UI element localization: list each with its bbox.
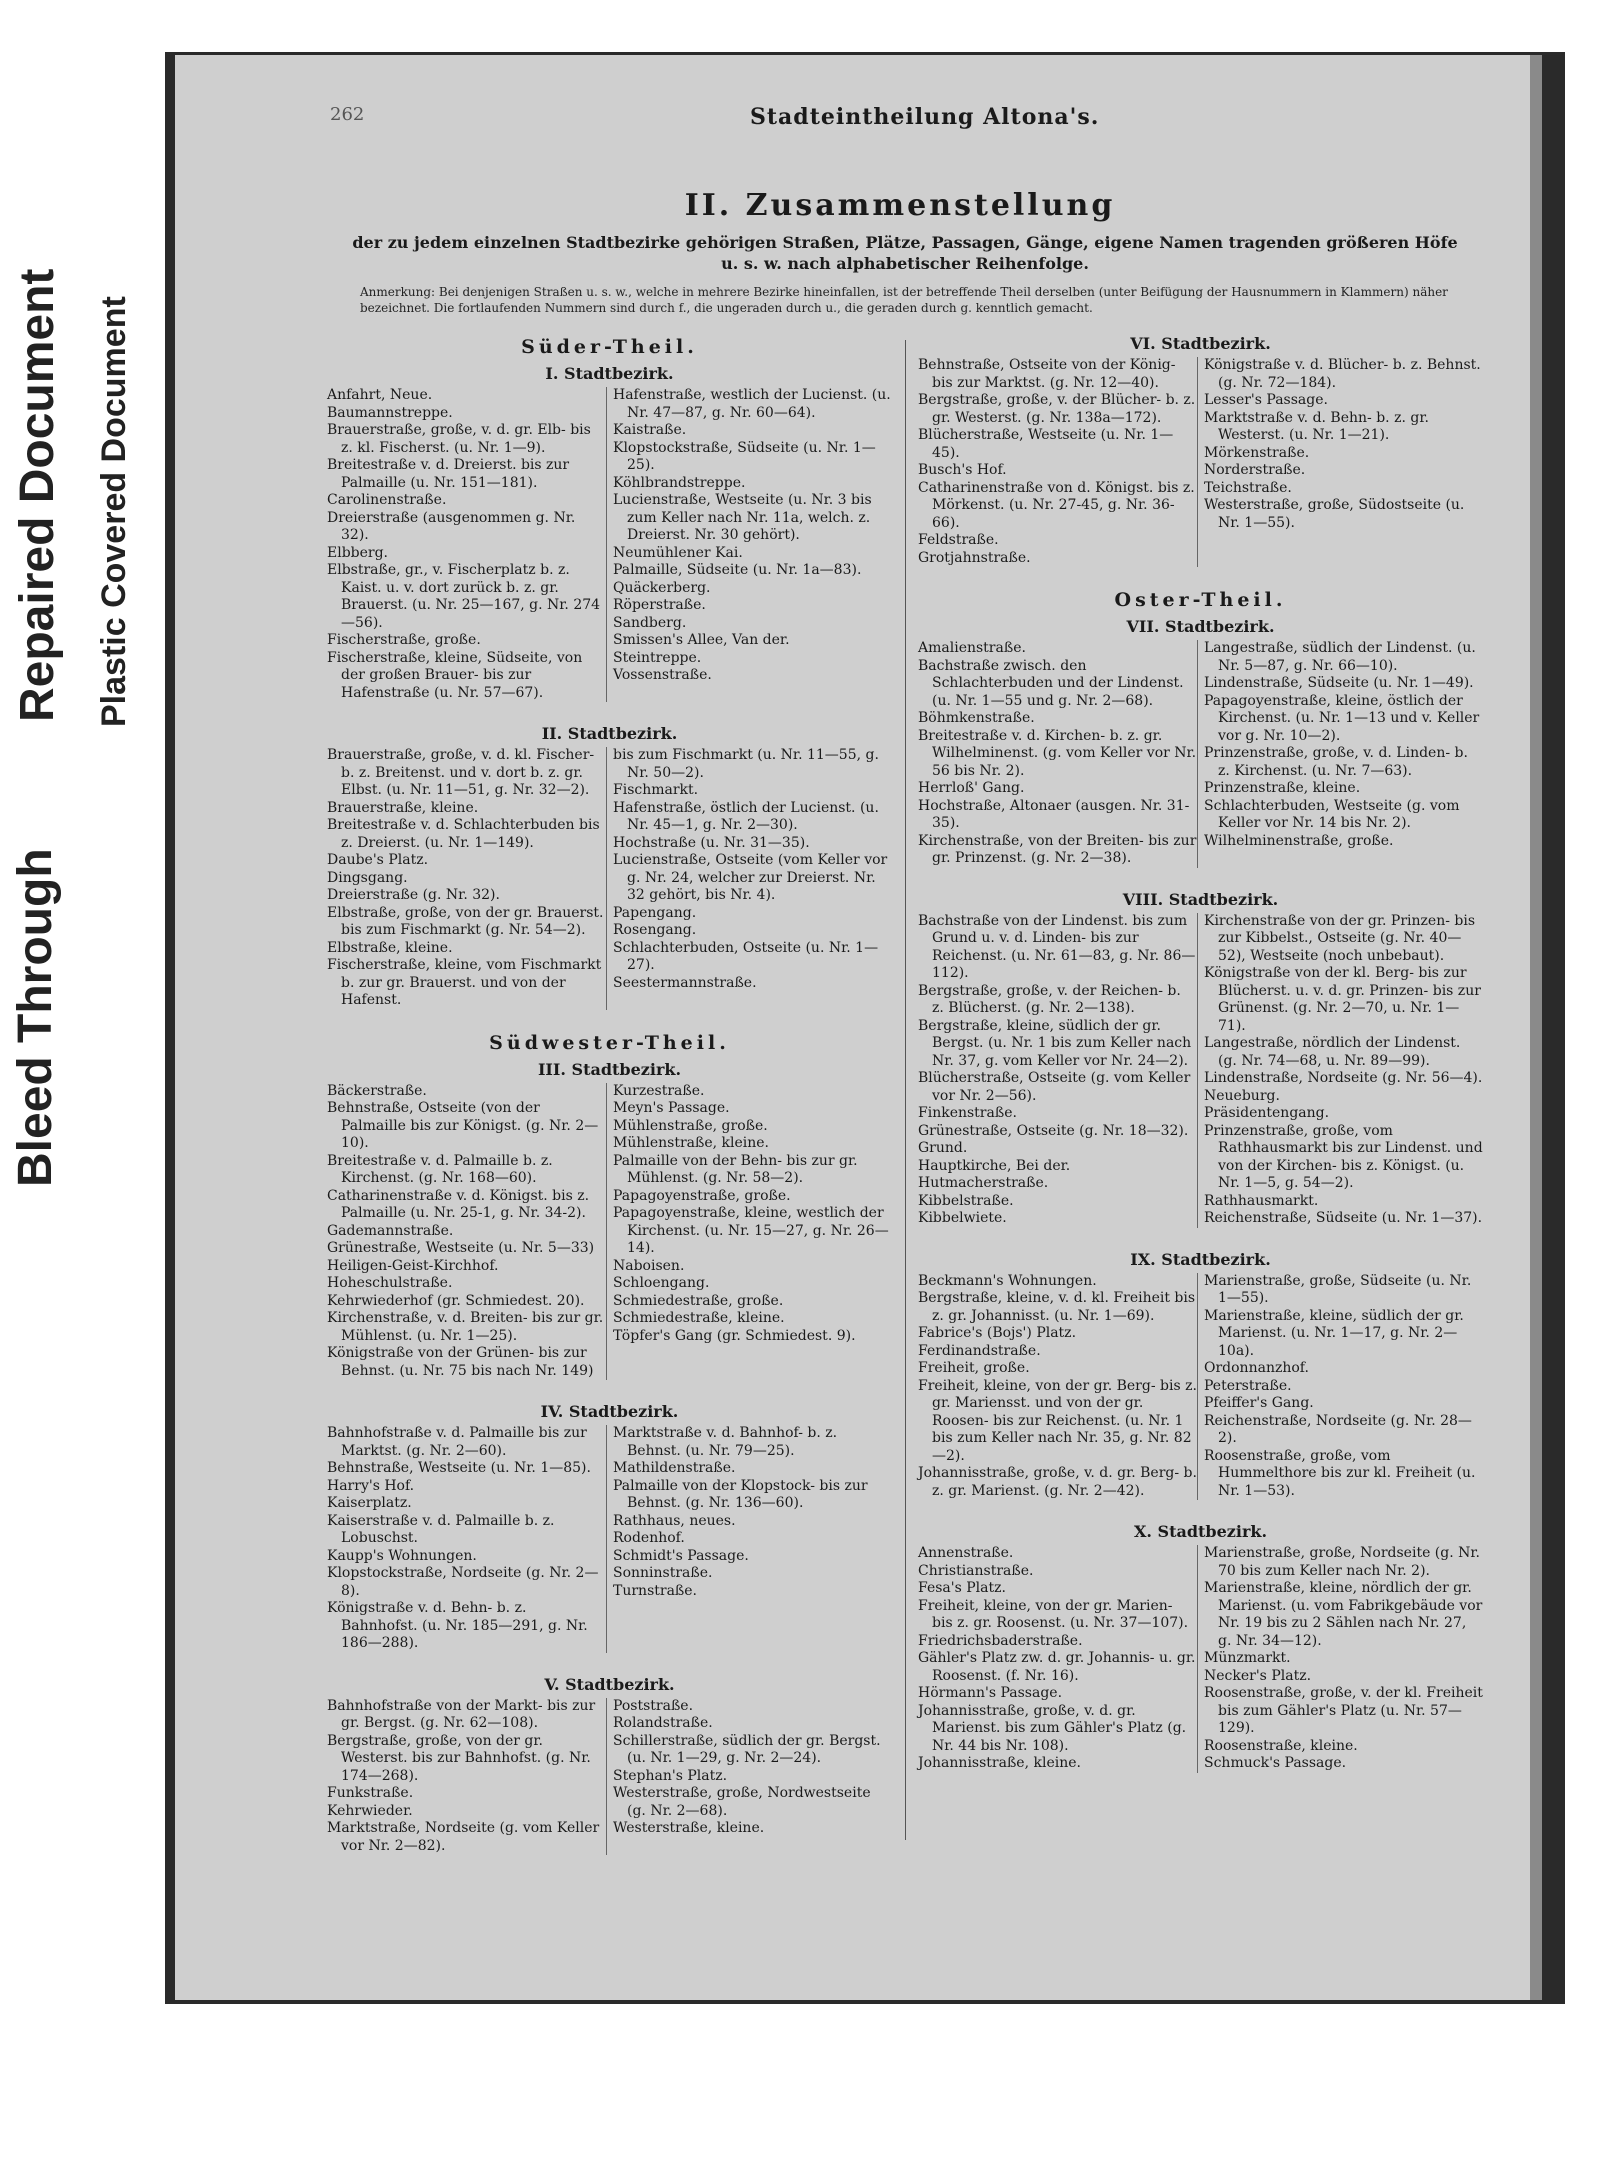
street-entry: Busch's Hof. xyxy=(918,462,1007,478)
street-entry: Kirchenstraße, v. d. Breiten- bis zur gr. Mühlenst. (u. Nr. 1—25). xyxy=(327,1310,604,1344)
street-subcolumn xyxy=(1197,1545,1483,1773)
street-entry: Kibbelwiete. xyxy=(918,1210,1007,1226)
street-entry: Elbstraße, kleine. xyxy=(327,939,453,956)
street-entry: Hafenstraße, östlich der Lucienst. (u. Nr. 45—1, g. Nr. 2—30). xyxy=(613,799,879,833)
street-entry: Langestraße, südlich der Lindenst. (u. Nr. 5—87, g. Nr. 66—10). xyxy=(1204,640,1476,674)
street-entry: Marktstraße v. d. Bahnhof- b. z. Behnst. (u. Nr. 79—25). xyxy=(613,1425,838,1459)
street-entry: Prinzenstraße, große, vom Rathhausmarkt bis zur Lindenst. und von der Kirchen- bis z. Königst. (u. Nr. 1—5, g. 54—2). xyxy=(1204,1122,1483,1191)
street-entry: Bahnhofstraße von der Markt- bis zur gr. Bergst. (g. Nr. 62—108). xyxy=(327,1697,596,1731)
street-list xyxy=(918,357,1483,567)
street-entry: Schillerstraße, südlich der gr. Bergst. (u. Nr. 1—29, g. Nr. 2—24). xyxy=(613,1732,881,1766)
street-entry: Johannisstraße, große, v. d. gr. Berg- b. z. gr. Marienst. (g. Nr. 2—42). xyxy=(918,1465,1197,1499)
street-entry: Dreierstraße (ausgenommen g. Nr. 32). xyxy=(327,509,576,543)
street-entry: Pfeiffer's Gang. xyxy=(1204,1395,1314,1411)
street-entry: Fischerstraße, kleine, vom Fischmarkt b. zur gr. Brauerst. und von der Hafenst. xyxy=(327,957,602,1008)
street-entry: Johannisstraße, große, v. d. gr. Marienst. bis zum Gähler's Platz (g. Nr. 44 bis Nr. 108). xyxy=(918,1702,1187,1754)
street-entry: Klopstockstraße, Nordseite (g. Nr. 2—8). xyxy=(327,1565,599,1599)
street-entry: Mühlenstraße, große. xyxy=(613,1117,768,1134)
street-entry: Rolandstraße. xyxy=(613,1715,713,1731)
district-block xyxy=(327,1032,892,1381)
street-entry: Feldstraße. xyxy=(918,532,999,548)
street-subcolumn xyxy=(606,387,892,702)
street-entry: Quäckerberg. xyxy=(613,579,711,596)
street-entry: Bergstraße, große, von der gr. Westerst. bis zur Bahnhofst. (g. Nr. 174—268). xyxy=(327,1732,591,1784)
street-entry: Elbberg. xyxy=(327,544,389,561)
street-entry: Rathhausmarkt. xyxy=(1204,1192,1319,1209)
street-entry: Roosenstraße, kleine. xyxy=(1204,1737,1358,1754)
street-entry: Bergstraße, kleine, v. d. kl. Freiheit bis z. gr. Johannisst. (u. Nr. 1—69). xyxy=(918,1290,1196,1324)
street-entry: Bachstraße von der Lindenst. bis zum Grund u. v. d. Linden- bis zur Reichenst. (u. Nr. 61—83, g. Nr. 86—112). xyxy=(918,912,1196,981)
district-block xyxy=(918,589,1483,868)
street-list xyxy=(918,913,1483,1228)
street-entry: Königstraße von der kl. Berg- bis zur Blücherst. u. v. d. gr. Prinzen- bis zur Grünenst. (g. Nr. 2—70, u. Nr. 1—71). xyxy=(1204,965,1481,1034)
street-entry: Königstraße v. d. Behn- b. z. Bahnhofst. (u. Nr. 185—291, g. Nr. 186—288). xyxy=(327,1600,588,1651)
street-entry: Mörkenstraße. xyxy=(1204,444,1310,461)
street-entry: Finkenstraße. xyxy=(918,1105,1017,1121)
street-entry: Brauerstraße, kleine. xyxy=(327,799,479,816)
street-subcolumn xyxy=(918,1545,1197,1773)
running-title: Stadteintheilung Altona's. xyxy=(750,104,1100,130)
district-block xyxy=(327,724,892,1010)
street-entry: Gähler's Platz zw. d. gr. Johannis- u. gr. Roosenst. (f. Nr. 16). xyxy=(918,1650,1196,1684)
sidebar xyxy=(0,112,165,1187)
district-block xyxy=(918,1250,1483,1501)
street-entry: Prinzenstraße, kleine. xyxy=(1204,780,1361,796)
street-subcolumn xyxy=(918,357,1197,567)
street-entry: Schmidt's Passage. xyxy=(613,1547,749,1564)
street-subcolumn xyxy=(606,747,892,1010)
street-subcolumn xyxy=(606,1083,892,1381)
column-divider xyxy=(905,340,906,1840)
street-entry: Schmuck's Passage. xyxy=(1204,1755,1347,1771)
street-entry: Hutmacherstraße. xyxy=(918,1175,1049,1191)
street-entry: bis zum Fischmarkt (u. Nr. 11—55, g. Nr. 50—2). xyxy=(613,747,879,781)
street-entry: Catharinenstraße von d. Königst. bis z. Mörkenst. (u. Nr. 27-45, g. Nr. 36-66). xyxy=(918,479,1195,531)
district-heading: IX. Stadtbezirk. xyxy=(1130,1249,1271,1269)
street-entry: Daube's Platz. xyxy=(327,852,429,868)
street-entry: Breitestraße v. d. Kirchen- b. z. gr. Wilhelminenst. (g. vom Keller vor Nr. 56 bis Nr. 2). xyxy=(918,727,1197,779)
street-entry: Behnstraße, Westseite (u. Nr. 1—85). xyxy=(327,1460,591,1476)
district-heading: II. Stadtbezirk. xyxy=(541,724,678,743)
street-entry: Marienstraße, große, Südseite (u. Nr. 1—55). xyxy=(1204,1272,1472,1306)
street-entry: Kirchenstraße von der gr. Prinzen- bis zur Kibbelst., Ostseite (g. Nr. 40—52), Westseite (noch unbebaut). xyxy=(1204,912,1476,964)
district-block xyxy=(327,336,892,702)
street-entry: Schlachterbuden, Ostseite (u. Nr. 1—27). xyxy=(613,939,879,973)
street-entry: Westerstraße, kleine. xyxy=(613,1820,765,1836)
street-entry: Beckmann's Wohnungen. xyxy=(918,1272,1097,1289)
street-entry: Prinzenstraße, große, v. d. Linden- b. z. Kirchenst. (u. Nr. 7—63). xyxy=(1204,745,1468,779)
street-entry: Marienstraße, große, Nordseite (g. Nr. 70 bis zum Keller nach Nr. 2). xyxy=(1204,1545,1480,1579)
street-entry: Kaistraße. xyxy=(613,422,687,438)
street-entry: Grotjahnstraße. xyxy=(918,549,1031,566)
street-entry: Norderstraße. xyxy=(1204,462,1306,478)
street-entry: Köhlbrandstreppe. xyxy=(613,474,746,491)
street-entry: Freiheit, kleine, von der gr. Berg- bis z. gr. Mariensst. und von der gr. Roosen- bis zur Reichenst. (u. Nr. 1 bis zum Keller nach Nr. 35, g. Nr. 82—2). xyxy=(918,1377,1197,1464)
street-entry: Schloengang. xyxy=(613,1275,710,1291)
street-list xyxy=(918,1545,1483,1773)
street-entry: Annenstraße. xyxy=(918,1545,1014,1561)
street-entry: Necker's Platz. xyxy=(1204,1667,1312,1684)
street-entry: Heiligen-Geist-Kirchhof. xyxy=(327,1257,499,1274)
street-entry: Fischmarkt. xyxy=(613,782,699,798)
district-heading: V. Stadtbezirk. xyxy=(544,1674,675,1694)
street-entry: Breitestraße v. d. Palmaille b. z. Kirchenst. (g. Nr. 168—60). xyxy=(327,1152,553,1186)
street-entry: Kibbelstraße. xyxy=(918,1192,1014,1209)
street-entry: Hauptkirche, Bei der. xyxy=(918,1157,1071,1174)
street-entry: Gademannstraße. xyxy=(327,1222,454,1239)
street-entry: Klopstockstraße, Südseite (u. Nr. 1—25). xyxy=(613,439,876,473)
street-entry: Naboisen. xyxy=(613,1257,685,1274)
street-entry: Marktstraße, Nordseite (g. vom Keller vor Nr. 2—82). xyxy=(327,1820,600,1854)
street-entry: Seestermannstraße. xyxy=(613,974,757,991)
street-entry: Roosenstraße, große, vom Hummelthore bis zur kl. Freiheit (u. Nr. 1—53). xyxy=(1204,1447,1476,1499)
street-entry: Brauerstraße, große, v. d. kl. Fischer- b. z. Breitenst. und v. dort b. z. gr. Elbst. (u. Nr. 11—51, g. Nr. 32—2). xyxy=(327,747,595,798)
street-entry: Königstraße v. d. Blücher- b. z. Behnst. (g. Nr. 72—184). xyxy=(1204,357,1481,391)
street-entry: Smissen's Allee, Van der. xyxy=(613,632,790,648)
street-subcolumn xyxy=(1197,357,1483,567)
street-entry: Wilhelminenstraße, große. xyxy=(1204,832,1394,849)
street-entry: Baumannstreppe. xyxy=(327,404,453,421)
street-entry: Böhmkenstraße. xyxy=(918,710,1035,726)
street-entry: Lucienstraße, Ostseite (vom Keller vor g. Nr. 24, welcher zur Dreierst. Nr. 32 gehört, bis Nr. 4). xyxy=(613,852,888,903)
street-entry: Bahnhofstraße v. d. Palmaille bis zur Marktst. (g. Nr. 2—60). xyxy=(327,1425,587,1459)
part-heading: Südwester-Theil. xyxy=(489,1031,730,1054)
street-entry: Papagoyenstraße, große. xyxy=(613,1187,791,1204)
street-entry: Kaupp's Wohnungen. xyxy=(327,1547,477,1564)
street-entry: Mathildenstraße. xyxy=(613,1460,736,1476)
street-entry: Hafenstraße, westlich der Lucienst. (u. Nr. 47—87, g. Nr. 60—64). xyxy=(613,387,891,421)
street-entry: Behnstraße, Ostseite von der König- bis zur Marktst. (g. Nr. 12—40). xyxy=(918,357,1176,391)
street-entry: Schmiedestraße, große. xyxy=(613,1292,784,1309)
right-column xyxy=(918,332,1483,1795)
page-number: 262 xyxy=(330,104,365,125)
district-block xyxy=(918,1522,1483,1773)
street-entry: Königstraße von der Grünen- bis zur Behnst. (u. Nr. 75 bis nach Nr. 149) xyxy=(327,1345,594,1379)
street-entry: Fesa's Platz. xyxy=(918,1580,1006,1596)
street-entry: Präsidentengang. xyxy=(1204,1105,1330,1121)
street-entry: Kehrwiederhof (gr. Schmiedest. 20). xyxy=(327,1292,585,1309)
street-entry: Bäckerstraße. xyxy=(327,1082,427,1099)
street-entry: Behnstraße, Ostseite (von der Palmaille bis zur Königst. (g. Nr. 2—10). xyxy=(327,1100,599,1151)
street-entry: Fischerstraße, kleine, Südseite, von der großen Brauer- bis zur Hafenstraße (u. Nr. 57—67). xyxy=(327,649,583,701)
running-header xyxy=(330,104,1470,134)
street-entry: Teichstraße. xyxy=(1204,479,1292,496)
street-entry: Blücherstraße, Westseite (u. Nr. 1—45). xyxy=(918,427,1174,461)
street-subcolumn xyxy=(1197,913,1483,1228)
street-entry: Bergstraße, kleine, südlich der gr. Bergst. (u. Nr. 1 bis zum Keller nach Nr. 37, g. vom Keller vor Nr. 24—2). xyxy=(918,1017,1192,1069)
street-entry: Hochstraße (u. Nr. 31—35). xyxy=(613,834,810,851)
street-entry: Marienstraße, kleine, nördlich der gr. Marienst. (u. vom Fabrikgebäude vor Nr. 19 bis zu 2 Sählen nach Nr. 27, g. Nr. 34—12). xyxy=(1204,1580,1483,1649)
street-entry: Münzmarkt. xyxy=(1204,1650,1291,1666)
part-heading: Oster-Theil. xyxy=(1114,589,1287,611)
repaired-document-label: Repaired Document xyxy=(11,268,64,722)
district-heading: IV. Stadtbezirk. xyxy=(540,1402,679,1421)
street-entry: Papengang. xyxy=(613,904,697,921)
street-entry: Vossenstraße. xyxy=(613,667,712,683)
street-subcolumn xyxy=(1197,1273,1483,1501)
annotation-note: Anmerkung: Bei denjenigen Straßen u. s. w., welche in mehrere Bezirke hineinfallen, ist der betreffende Theil derselben (unter Beifügung der Hausnummern in Klammern) näher bezeichnet. Die fortlaufenden Nummern sind durch f., die ungeraden durch u., die geraden durch g. kenntlich gemacht. xyxy=(360,285,1448,315)
street-subcolumn xyxy=(606,1425,892,1653)
street-entry: Sandberg. xyxy=(613,614,687,631)
street-subcolumn xyxy=(327,387,606,702)
street-entry: Reichenstraße, Südseite (u. Nr. 1—37). xyxy=(1204,1210,1483,1226)
street-entry: Hörmann's Passage. xyxy=(918,1685,1063,1701)
street-list xyxy=(918,1273,1483,1501)
street-entry: Palmaille von der Behn- bis zur gr. Mühlenst. (g. Nr. 58—2). xyxy=(613,1152,858,1186)
street-entry: Turnstraße. xyxy=(613,1582,697,1599)
street-entry: Christianstraße. xyxy=(918,1562,1034,1579)
street-entry: Freiheit, große. xyxy=(918,1360,1030,1376)
street-entry: Ferdinandstraße. xyxy=(918,1342,1041,1359)
street-entry: Steintreppe. xyxy=(613,649,702,666)
bleed-through-label: Bleed Through xyxy=(9,848,62,1187)
street-entry: Brauerstraße, große, v. d. gr. Elb- bis z. kl. Fischerst. (u. Nr. 1—9). xyxy=(327,422,591,456)
page-edge xyxy=(1530,55,1542,2000)
street-entry: Langestraße, nördlich der Lindenst. (g. Nr. 74—68, u. Nr. 89—99). xyxy=(1204,1035,1461,1069)
street-entry: Amalienstraße. xyxy=(918,640,1026,656)
street-subcolumn xyxy=(327,747,606,1010)
street-subcolumn xyxy=(918,1273,1197,1501)
street-entry: Reichenstraße, Nordseite (g. Nr. 28—2). xyxy=(1204,1412,1472,1446)
street-entry: Poststraße. xyxy=(613,1697,694,1714)
street-subcolumn xyxy=(918,913,1197,1228)
street-entry: Blücherstraße, Ostseite (g. vom Keller vor Nr. 2—56). xyxy=(918,1070,1191,1104)
district-heading: VI. Stadtbezirk. xyxy=(1130,334,1271,353)
district-block xyxy=(918,334,1483,567)
street-entry: Papagoyenstraße, kleine, östlich der Kirchenst. (u. Nr. 1—13 und v. Keller vor g. Nr. 10—2). xyxy=(1204,692,1480,744)
street-entry: Hoheschulstraße. xyxy=(327,1275,453,1291)
street-entry: Catharinenstraße v. d. Königst. bis z. Palmaille (u. Nr. 25-1, g. Nr. 34-2). xyxy=(327,1187,590,1221)
street-entry: Rosengang. xyxy=(613,922,697,938)
street-entry: Lesser's Passage. xyxy=(1204,392,1328,408)
street-entry: Hochstraße, Altonaer (ausgen. Nr. 31-35). xyxy=(918,797,1190,831)
street-entry: Stephan's Platz. xyxy=(613,1767,728,1784)
street-entry: Peterstraße. xyxy=(1204,1377,1292,1394)
street-subcolumn xyxy=(327,1425,606,1653)
street-entry: Kaiserstraße v. d. Palmaille b. z. Lobuschst. xyxy=(327,1512,555,1546)
street-entry: Roosenstraße, große, v. der kl. Freiheit bis zum Gähler's Platz (u. Nr. 57—129). xyxy=(1204,1685,1483,1736)
street-entry: Sonninstraße. xyxy=(613,1565,713,1581)
street-subcolumn xyxy=(327,1083,606,1381)
street-entry: Fabrice's (Bojs') Platz. xyxy=(918,1325,1077,1341)
street-entry: Lucienstraße, Westseite (u. Nr. 3 bis zum Keller nach Nr. 11a, welch. z. Dreierst. Nr. 30 gehört). xyxy=(613,492,872,543)
street-entry: Schlachterbuden, Westseite (g. vom Keller vor Nr. 14 bis Nr. 2). xyxy=(1204,797,1460,831)
street-entry: Bergstraße, große, v. der Blücher- b. z. gr. Westerst. (g. Nr. 138a—172). xyxy=(918,392,1196,426)
street-entry: Dreierstraße (g. Nr. 32). xyxy=(327,887,500,903)
street-entry: Fischerstraße, große. xyxy=(327,632,481,648)
part-heading: Süder-Theil. xyxy=(521,336,698,358)
street-list xyxy=(327,387,892,702)
street-entry: Marktstraße v. d. Behn- b. z. gr. Westerst. (u. Nr. 1—21). xyxy=(1204,409,1429,443)
district-heading: III. Stadtbezirk. xyxy=(537,1059,682,1079)
street-entry: Herrloß' Gang. xyxy=(918,780,1025,796)
street-entry: Lindenstraße, Nordseite (g. Nr. 56—4). xyxy=(1204,1070,1483,1086)
left-column xyxy=(327,332,892,1877)
street-entry: Breitestraße v. d. Dreierst. bis zur Palmaille (u. Nr. 151—181). xyxy=(327,457,570,491)
street-entry: Kirchenstraße, von der Breiten- bis zur gr. Prinzenst. (g. Nr. 2—38). xyxy=(918,832,1197,866)
street-subcolumn xyxy=(1197,640,1483,868)
street-list xyxy=(327,747,892,1010)
street-entry: Dingsgang. xyxy=(327,869,408,886)
street-entry: Breitestraße v. d. Schlachterbuden bis z. Dreierst. (u. Nr. 1—149). xyxy=(327,817,600,851)
street-entry: Kaiserplatz. xyxy=(327,1495,412,1511)
street-entry: Palmaille, Südseite (u. Nr. 1a—83). xyxy=(613,562,862,578)
street-entry: Kurzestraße. xyxy=(613,1082,705,1099)
street-entry: Rodenhof. xyxy=(613,1530,685,1546)
street-entry: Neueburg. xyxy=(1204,1087,1280,1104)
district-heading: VIII. Stadtbezirk. xyxy=(1122,889,1279,909)
street-entry: Bachstraße zwisch. den Schlachterbuden und der Lindenst. (u. Nr. 1—55 und g. Nr. 2—68). xyxy=(918,657,1184,709)
street-list xyxy=(918,640,1483,868)
plastic-covered-label: Plastic Covered Document xyxy=(95,296,133,727)
district-heading: X. Stadtbezirk. xyxy=(1133,1522,1268,1541)
street-subcolumn xyxy=(327,1698,606,1856)
section-title: II. Zusammenstellung xyxy=(684,188,1116,223)
street-entry: Mühlenstraße, kleine. xyxy=(613,1135,770,1151)
street-entry: Marienstraße, kleine, südlich der gr. Marienst. (u. Nr. 1—17, g. Nr. 2—10a). xyxy=(1204,1307,1464,1359)
street-entry: Röperstraße. xyxy=(613,597,706,613)
street-entry: Westerstraße, große, Südostseite (u. Nr. 1—55). xyxy=(1204,497,1465,531)
street-entry: Töpfer's Gang (gr. Schmiedest. 9). xyxy=(613,1327,856,1344)
street-entry: Papagoyenstraße, kleine, westlich der Kirchenst. (u. Nr. 15—27, g. Nr. 26—14). xyxy=(613,1205,889,1256)
street-entry: Palmaille von der Klopstock- bis zur Behnst. (g. Nr. 136—60). xyxy=(613,1477,868,1511)
street-entry: Rathhaus, neues. xyxy=(613,1512,736,1529)
street-entry: Grünestraße, Ostseite (g. Nr. 18—32). xyxy=(918,1122,1189,1139)
street-entry: Grund. xyxy=(918,1140,968,1156)
street-subcolumn xyxy=(918,640,1197,868)
street-entry: Funkstraße. xyxy=(327,1785,414,1801)
street-list xyxy=(327,1698,892,1856)
street-entry: Kehrwieder. xyxy=(327,1802,413,1819)
district-heading: I. Stadtbezirk. xyxy=(545,364,674,383)
district-block xyxy=(918,890,1483,1228)
street-entry: Lindenstraße, Südseite (u. Nr. 1—49). xyxy=(1204,675,1474,691)
district-block xyxy=(327,1402,892,1653)
district-block xyxy=(327,1675,892,1856)
section-subtitle: der zu jedem einzelnen Stadtbezirke gehörigen Straßen, Plätze, Passagen, Gänge, eigene Namen tragenden größeren Höfe u. s. w. nach alphabetischer Reihenfolge. xyxy=(352,233,1458,273)
street-entry: Schmiedestraße, kleine. xyxy=(613,1310,785,1326)
street-entry: Freiheit, kleine, von der gr. Marien- bis z. gr. Roosenst. (u. Nr. 37—107). xyxy=(918,1597,1189,1631)
street-list xyxy=(327,1425,892,1653)
street-entry: Westerstraße, große, Nordwestseite (g. Nr. 2—68). xyxy=(613,1785,871,1819)
street-entry: Neumühlener Kai. xyxy=(613,544,743,561)
street-entry: Carolinenstraße. xyxy=(327,492,447,508)
street-entry: Anfahrt, Neue. xyxy=(327,387,433,403)
street-entry: Ordonnanzhof. xyxy=(1204,1360,1309,1376)
street-entry: Elbstraße, große, von der gr. Brauerst. bis zum Fischmarkt (g. Nr. 54—2). xyxy=(327,904,604,938)
street-entry: Elbstraße, gr., v. Fischerplatz b. z. Kaist. u. v. dort zurück b. z. gr. Brauerst. (u. Nr. 25—167, g. Nr. 274—56). xyxy=(327,562,601,631)
street-entry: Grünestraße, Westseite (u. Nr. 5—33) xyxy=(327,1240,595,1256)
street-entry: Bergstraße, große, v. der Reichen- b. z. Blücherst. (g. Nr. 2—138). xyxy=(918,982,1181,1016)
street-entry: Harry's Hof. xyxy=(327,1477,415,1494)
street-subcolumn xyxy=(606,1698,892,1856)
street-list xyxy=(327,1083,892,1381)
street-entry: Friedrichsbaderstraße. xyxy=(918,1632,1083,1649)
street-entry: Meyn's Passage. xyxy=(613,1100,730,1116)
district-heading: VII. Stadtbezirk. xyxy=(1126,617,1275,636)
street-entry: Johannisstraße, kleine. xyxy=(918,1755,1081,1771)
